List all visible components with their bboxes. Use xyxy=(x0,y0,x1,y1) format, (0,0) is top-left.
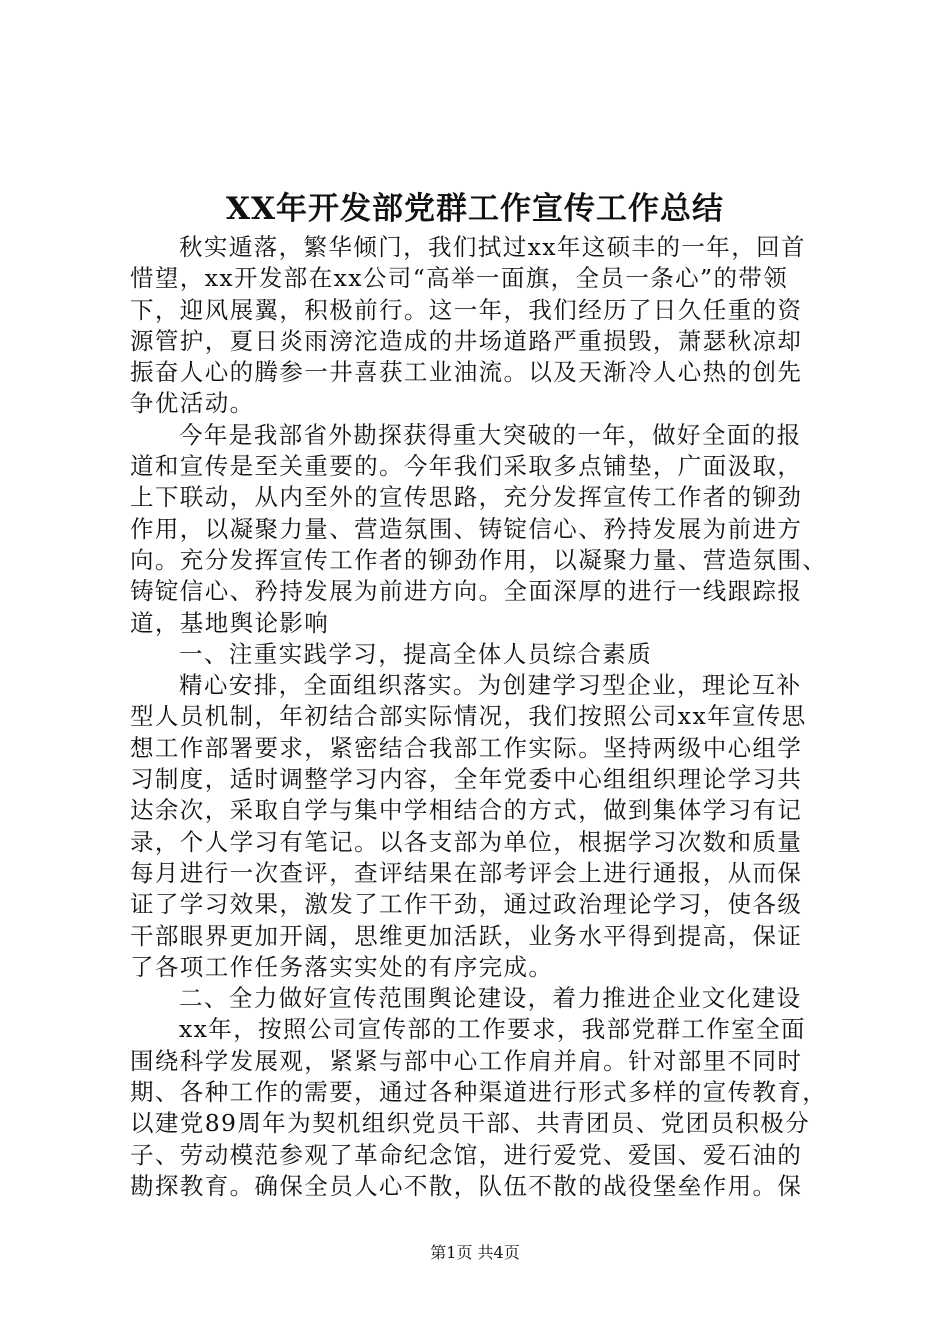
text-line: 勘探教育。确保全员人心不散，队伍不散的战役堡垒作用。保 xyxy=(130,1171,803,1200)
text-line: 干部眼界更加开阔，思维更加活跃，业务水平得到提高，保证 xyxy=(130,921,803,950)
text-line: 精心安排，全面组织落实。为创建学习型企业，理论互补 xyxy=(179,671,802,700)
text-line: 向。充分发挥宣传工作者的铆劲作用，以凝聚力量、营造氛围、 xyxy=(130,545,828,574)
section-heading: 一、注重实践学习，提高全体人员综合素质 xyxy=(179,639,653,668)
text-line: 录，个人学习有笔记。以各支部为单位，根据学习次数和质量 xyxy=(130,827,803,856)
text-line: 作用，以凝聚力量、营造氛围、铸锭信心、矜持发展为前进方 xyxy=(130,514,803,543)
text-line: 证了学习效果，激发了工作干劲，通过政治理论学习，使各级 xyxy=(130,890,803,919)
text-line: 了各项工作任务落实实处的有序完成。 xyxy=(130,952,554,981)
text-line: 秋实遁落，繁华倾门，我们拭过xx年这硕丰的一年，回首 xyxy=(179,233,806,261)
text-line: 道，基地舆论影响 xyxy=(130,608,330,637)
section-heading: 二、全力做好宣传范围舆论建设，着力推进企业文化建设 xyxy=(179,984,802,1013)
text-line: 下，迎风展翼，积极前行。这一年，我们经历了日久任重的资 xyxy=(130,295,803,324)
text-line: 想工作部署要求，紧密结合我部工作实际。坚持两级中心组学 xyxy=(130,733,803,762)
page-number: 第1页 共4页 xyxy=(430,1243,520,1262)
text-line: 源管护，夏日炎雨滂沱造成的井场道路严重损毁，萧瑟秋凉却 xyxy=(130,326,803,355)
document-body xyxy=(130,232,834,1202)
text-line: 上下联动，从内至外的宣传思路，充分发挥宣传工作者的铆劲 xyxy=(130,483,803,512)
text-line: 围绕科学发展观，紧紧与部中心工作肩并肩。针对部里不同时 xyxy=(130,1046,803,1075)
text-line: 道和宣传是至关重要的。今年我们采取多点铺垫，广面汲取， xyxy=(130,452,803,481)
text-line: 惜望，xx开发部在xx公司“高举一面旗，全员一条心”的带领 xyxy=(130,264,789,293)
text-line: 每月进行一次查评，查评结果在部考评会上进行通报，从而保 xyxy=(130,858,803,887)
page-title: XX年开发部党群工作宣传工作总结 xyxy=(225,191,725,227)
text-line: 争优活动。 xyxy=(130,389,255,418)
text-line: 子、劳动模范参观了革命纪念馆，进行爱党、爱国、爱石油的 xyxy=(130,1140,803,1169)
text-line: 振奋人心的腾参一井喜获工业油流。以及天渐冷人心热的创先 xyxy=(130,358,803,387)
text-line: 习制度，适时调整学习内容，全年党委中心组组织理论学习共 xyxy=(130,765,803,794)
text-line: 达余次，采取自学与集中学相结合的方式，做到集体学习有记 xyxy=(130,796,803,825)
text-line: 型人员机制，年初结合部实际情况，我们按照公司xx年宣传思 xyxy=(130,702,807,731)
text-line: xx年，按照公司宣传部的工作要求，我部党群工作室全面 xyxy=(179,1015,806,1044)
text-line: 期、各种工作的需要，通过各种渠道进行形式多样的宣传教育， xyxy=(130,1078,828,1107)
text-line: 今年是我部省外勘探获得重大突破的一年，做好全面的报 xyxy=(179,420,802,449)
text-line: 铸锭信心、矜持发展为前进方向。全面深厚的进行一线跟踪报 xyxy=(130,577,803,606)
text-line: 以建党89周年为契机组织党员干部、共青团员、党团员积极分 xyxy=(130,1109,811,1138)
